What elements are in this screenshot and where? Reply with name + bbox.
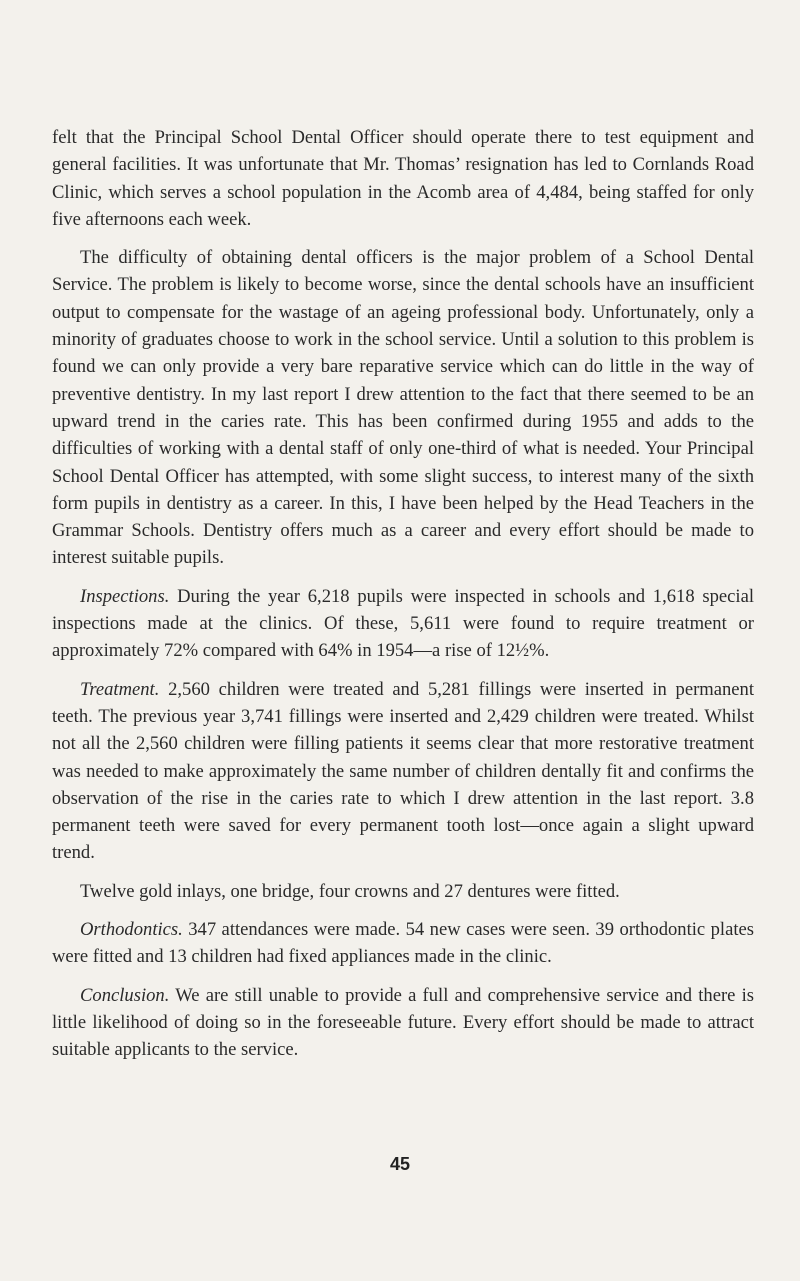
section-lead-orthodontics: Orthodontics. [80, 919, 183, 941]
paragraph-conclusion [52, 982, 754, 1064]
paragraph-text: felt that the Principal School Dental Officer should operate there to test equipment and general facilities. It was unfortunate that Mr. Thomas’ resignation has led to Cornlands Road Clinic, which serves a school population in the Acomb area of 4,484, being staffed for only five afternoons each week. [52, 127, 754, 230]
paragraph-orthodontics [52, 916, 754, 971]
section-lead-conclusion: Conclusion. [80, 984, 170, 1006]
paragraph-dental-officer-difficulty [52, 244, 754, 572]
paragraph-treatment [52, 676, 754, 867]
paragraph-text: The difficulty of obtaining dental officers is the major problem of a School Dental Service. The problem is likely to become worse, since the dental schools have an insufficient output to compensate for the wastage of an ageing professional body. Unfortunately, only a minority of graduates choose to work in the school service. Until a solution to this problem is found we can only provide a very bare reparative service which can do little in the way of preventive dentistry. In my last report I drew attention to the fact that there seemed to be an upward trend in the caries rate. This has been confirmed during 1955 and adds to the difficulties of working with a dental staff of only one-third of what is needed. Your Principal School Dental Officer has attempted, with some slight success, to interest many of the sixth form pupils in dentistry as a career. In this, I have been helped by the Head Teachers in the Grammar Schools. Dentistry offers much as a career and every effort should be made to interest suitable pupils. [52, 247, 754, 569]
document-body [52, 124, 754, 1064]
paragraph-text: Twelve gold inlays, one bridge, four crowns and 27 dentures were fitted. [80, 880, 620, 902]
section-lead-inspections: Inspections. [80, 585, 170, 607]
page-number: 45 [389, 1154, 411, 1174]
paragraph-text: During the year 6,218 pupils were inspected in schools and 1,618 special inspections made at the clinics. Of these, 5,611 were found to require treatment or approximately 72% compared with 64% in 1954—a rise of 12½%. [52, 585, 754, 662]
paragraph-text: We are still unable to provide a full and comprehensive service and there is little likelihood of doing so in the foreseeable future. Every effort should be made to attract suitable applicants to the service. [52, 984, 754, 1061]
paragraph-text: 347 attendances were made. 54 new cases were seen. 39 orthodontic plates were fitted and 13 children had fixed appliances made in the clinic. [52, 919, 754, 968]
paragraph-inspections [52, 583, 754, 665]
paragraph-dental-officer-continuation [52, 124, 754, 233]
paragraph-fittings [52, 878, 754, 905]
paragraph-text: 2,560 children were treated and 5,281 fillings were inserted in permanent teeth. The previous year 3,741 fillings were inserted and 2,429 children were treated. Whilst not all the 2,560 children were filling patients it seems clear that more restorative treatment was needed to make approximately the same number of children dentally fit and confirms the observation of the rise in the caries rate to which I drew attention in the last report. 3.8 permanent teeth were saved for every permanent tooth lost—once again a slight upward trend. [52, 678, 754, 864]
section-lead-treatment: Treatment. [80, 678, 160, 700]
